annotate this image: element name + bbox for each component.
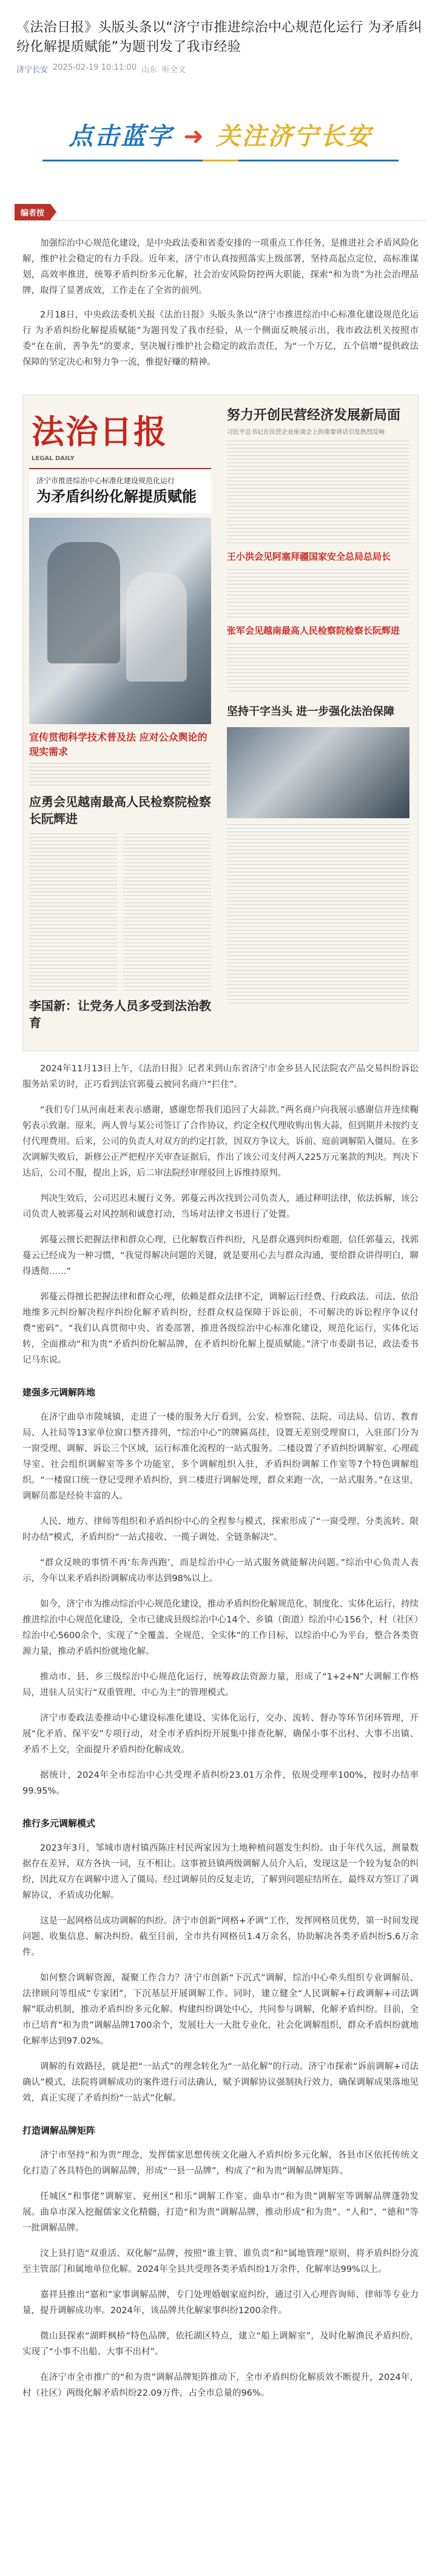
body-paragraph: 任城区“和事佬”调解室、兖州区“和乐”调解工作室、曲阜市“和为贵”调解室等调解品牌蓬勃发展。曲阜市深入挖掘儒家文化精髓，打造“和为贵”调解品牌，推动形成“和为贵”、“人和”、“德和”等一批调解品牌。 — [22, 2192, 419, 2233]
newspaper-text-block — [227, 569, 409, 618]
body-paragraph: 推动市、县、乡三级综治中心规范化运行，统筹政法资源力量，形成了“1+2+N”大调解工作格局，进驻人员实行“双重管理、中心为主”的管理模式。 — [22, 1672, 419, 1698]
banner-part1: 点击蓝字 — [69, 123, 173, 151]
publish-date: 2025-02-19 10:11:00 — [53, 63, 137, 72]
newspaper-text-column — [123, 833, 211, 991]
body-paragraph: 据统计，2024年全市综治中心共受理矛盾纠纷23.01万余件，依规受理率100%，按时办结率99.95%。 — [22, 1771, 419, 1796]
newspaper-bottom-columns — [29, 833, 211, 991]
section-heading: 推行多元调解模式 — [22, 1818, 96, 1829]
body-paragraph: 微山县探索“湖畔枫桥”特色品牌，依托湖区特点，建立“船上调解室”，及时化解渔民矛盾纠纷，实现了“小事不出船、大事不出村”。 — [22, 2331, 419, 2357]
body-paragraph: 判决生效后，公司迟迟未履行义务。郭蔓云再次找到公司负责人，通过释明法律，依法拆解，该公司负责人被郭蔓云对风控制和诚意打动，当场对法律文书进行了处置。 — [22, 1194, 419, 1219]
body-paragraph: 济宁市坚持“和为贵”理念，发挥儒家思想传统文化融入矛盾纠纷多元化解，各县市区依托传统文化打造了各具特色的调解品牌，形成“一县一品牌”，构成了“和为贵”调解品牌矩阵。 — [22, 2151, 419, 2176]
banner-part2: 关注济宁长安 — [215, 123, 372, 151]
article-header — [0, 0, 441, 75]
article-body — [0, 1061, 441, 2401]
masthead-sub: LEGAL DAILY — [32, 455, 75, 462]
newspaper-masthead — [23, 395, 217, 468]
body-paragraph: 2024年11月13日上午，《法治日报》记者来到山东省济宁市金乡县人民法院农产品交易纠纷诉讼服务站采访时，正巧看到法官郭蔓云被同名商户“拦住”。 — [22, 1064, 419, 1090]
newspaper-text-block — [227, 824, 409, 1006]
body-paragraph: 2023年3月，邹城市唐村镇西陈庄村民两家因为土地种植问题发生纠纷。由于年代久远，测量数据存在差异，双方各执一词，互不相让。这事被县镇两级调解人员介入后，发现这是一个较为复杂的纠纷，因此双方在调解中进入了僵局。经过调解员的反复走访，了解到问题症结所在，最终双方签订了调解协议，矛盾成功化解。 — [22, 1843, 419, 1900]
arrow-icon: ➜ — [183, 123, 206, 151]
body-paragraph: 调解的有效路径，就是把“一站式”的理念转化为“一站化解”的行动。济宁市探索“诉前调解+司法确认”模式，法院将调解成功的案件进行司法确认，赋予调解协议强制执行效力，确保调解成果落地见效，真正实现了矛盾纠纷“一站式”化解。 — [22, 2062, 419, 2103]
lead-kicker: 济宁市推进综治中心标准化建设规范化运行 — [36, 476, 175, 485]
body-paragraph: 郭蔓云得擅长把握法律和群众心理，依赖是群众法律不定，调解运行经费、行政政法、司法、依沿地维多元纠纷解决程序纠纷化解矛盾纠纷，经群众权益保障于诉讼前，不可解决的诉讼程序争议付费“密码”。“我们认真贯彻中央、省委部署，推进各级综治中心标准化建设，规范化运行，实体化运转，全面推动“和为贵”矛盾纠纷化解品牌，在矛盾纠纷化解上提质赋能。”济宁市委副书记，政法委书记马东说。 — [22, 1292, 419, 1365]
body-paragraph: 郭蔓云擅长把握法律和群众心理，已化解数百件纠纷，凡是群众遇到纠纷难题，信任郭蔓云，找郭蔓云已经成为一种习惯，“我觉得解决问题的关键，就是要用心去与群众沟通，要给群众讲得明白，聊得透彻……” — [22, 1235, 419, 1276]
newspaper-right-column — [218, 395, 418, 1051]
listen-button[interactable]: 听全文 — [162, 66, 186, 75]
follow-banner-text — [0, 117, 441, 152]
follow-banner[interactable] — [0, 92, 441, 177]
editor-notes — [0, 221, 441, 370]
newspaper-text-block — [227, 441, 409, 544]
newspaper-left-title: 应勇会见越南最高人民检察院检察长阮辉进 — [29, 795, 211, 826]
banner-underline — [42, 160, 399, 161]
section-heading: 打造调解品牌矩阵 — [22, 2125, 96, 2136]
newspaper-photo — [29, 518, 211, 724]
body-paragraph: 汶上县打造“双重活、双化解”品牌，按照“谁主管、谁负责”和“属地管理”原则，将矛盾纠纷分流至主管部门和属地单位化解。2024年全县共受理各类矛盾纠纷1万余件，化解率达99%以上。 — [22, 2249, 419, 2274]
section-heading: 建强多元调解阵地 — [22, 1387, 96, 1398]
account-name-link[interactable]: 济宁长安 — [16, 66, 49, 75]
newspaper-right-title: 坚持干字当头 进一步强化法治保障 — [227, 705, 395, 718]
masthead-name: 法治日报 — [32, 412, 167, 451]
newspaper-image[interactable] — [22, 395, 419, 1051]
newspaper-right-sub: 习近平总书记在民营企业座谈会上的重要讲话引发热烈反响 — [227, 429, 385, 436]
newspaper-red-headline: 王小洪会见阿塞拜疆国家安全总局总局长 — [227, 551, 391, 562]
body-paragraph: “我们专门从河南赶来表示感谢，感谢您帮我们追回了大蒜款。”两名商户向我展示感谢信并连续鞠躬表示致谢。原来，两人曾与某公司签订了合作协议，约定全权代理收购出售大蒜，但到期并未按约支付代理费用。后来，公司的负责人对双方的约定打款，因双方争议大，诉前、庭前调解陷入僵局。在多次调解失败后，新修公正严把程序关审查证据后，作出了该公司支付两人225万元案款的判决。判决下达后，公司不服，提出上诉，后二审法院经审理驳回上诉维持原判。 — [22, 1105, 419, 1178]
newspaper-text-block — [29, 763, 211, 787]
editor-note-label — [15, 204, 426, 221]
article-meta — [16, 63, 425, 75]
editor-note-paragraph: 加强综治中心规范化建设，是中央政法委和省委安排的一项重点工作任务，是推进社会矛盾风险化解，维护社会稳定的有力手段。近年来，济宁市认真按照落实上级部署，坚持高起点定位，高标准谋划，高效率推进，统筹矛盾纠纷多元化解，社会治安风险防控两大职能，探索“和为贵”为社会治理品牌，取得了显著成效，工作走在了全省的前列。 — [22, 239, 419, 296]
newspaper-red-headline: 张军会见越南最高人民检察院检察长阮辉进 — [227, 625, 400, 636]
publish-location: 山东 — [141, 66, 158, 75]
body-paragraph: 如何整合调解资源，凝聚工作合力？济宁市创新“下沉式”调解，综治中心牵头组织专业调解员、法律顾问等组成“专家团”，下沉基层开展调解工作。同时，建立健全“人民调解+行政调解+司法调解”联动机制，推动矛盾纠纷多元化解。构建纠纷调处中心，共同参与调解，化解矛盾纠纷。目前，全市已培育“和为贵”调解品牌1700余个，发展壮大一大批专业化、社会化调解组织，群众矛盾纠纷就地化解率达到97.02%。 — [22, 1973, 419, 2046]
newspaper-red-headline: 宣传贯彻科学技术普及法 应对公众舆论的现实需求 — [29, 731, 207, 758]
article-title: 《法治日报》头版头条以“济宁市推进综治中心规范化运行 为矛盾纠纷化解提质赋能”为题刊发了我市经验 — [16, 20, 422, 55]
body-paragraph: 人民、地方、律师等组织和矛盾纠纷中心的全程参与模式，探索形成了“一窗受理、分类流转、限时办结”模式，矛盾纠纷“一站式接收、一揽子调处、全链条解决”。 — [22, 1517, 419, 1542]
body-paragraph: 济宁市委政法委推动中心建设标准化建设、实体化运行，交办、流转、督办等环节闭环管理，开展“化矛盾、保平安”专项行动，对全市矛盾纠纷开展集中排查化解，确保小事不出村、大事不出镇、矛盾不上交，全面提升矛盾纠纷化解成效。 — [22, 1713, 419, 1755]
editor-note-tag: 编者按 — [15, 204, 50, 220]
newspaper-text-column — [29, 833, 117, 991]
body-paragraph: 这是一起网格员成功调解的纠纷。济宁市创新“网格+矛调”工作，发挥网格员优势，第一时间发现问题、收集信息、解决纠纷。截至目前，全市共有网格员1.4万余名，协助解决各类矛盾纠纷5.6万余件。 — [22, 1916, 419, 1957]
body-paragraph: 嘉祥县推出“嘉和”家事调解品牌，专门处理婚姻家庭纠纷，通过引入心理咨询师、律师等专业力量，提升调解成功率。2024年，该品牌共化解家事纠纷1200余件。 — [22, 2290, 419, 2316]
newspaper-left-bottom-title: 李国新：让党务人员多受到法治教育 — [29, 998, 211, 1030]
newspaper-right-headline: 努力开创民营经济发展新局面 — [227, 407, 401, 423]
newspaper-text-block — [227, 643, 409, 692]
body-paragraph: 如今，济宁市为推动综治中心规范化建设，推动矛盾纠纷化解规范化、制度化、实体化运行，持续推进综治中心规范化建设，全市已建成县级综治中心14个、乡镇（街道）综治中心156个，村（社区）综治中心5600余个，实现了“全覆盖、全规范、全实体”的工作目标，以综治中心为平台，整合各类资源力量，推动矛盾纠纷就地化解。 — [22, 1599, 419, 1656]
editor-note-paragraph: 2月18日，中央政法委机关报《法治日报》头版头条以“济宁市推进综治中心标准化建设规范化运行 为矛盾纠纷化解提质赋能”为题刊发了我市经验，从一个侧面反映展示出，我市政法机关按照市委“在在前，善争先”的要求，坚决履行维护社会稳定的政治责任，为“一个万亿，五个倍增”提供政法保障的坚定决心和努力争一流，惟提好赚的精神。 — [22, 310, 419, 367]
lead-headline: 为矛盾纠纷化解提质赋能 — [36, 487, 197, 505]
newspaper-lead-story — [29, 468, 211, 513]
body-paragraph: 在济宁曲阜市陵城镇，走进了一楼的服务大厅看到，公安、检察院、法院、司法局、信访、教育局、人社局等13家单位窗口整齐排列，“综治中心”的牌匾高挂，设置无差别受理窗口，入驻部门分为一窗受理、调解、诉讼三个区域，运行标准化流程的一站式服务。二楼设置了矛盾纠纷调解室、心理疏导室、社会组织调解室等多个功能室，多个调解组织入驻，矛盾纠纷调解工作室等7个特色调解组织。“一楼窗口统一登记受理矛盾纠纷，到二楼进行调解处理，群众来跑一次，一站式服务。”在这里，调解员都是经验丰富的人。 — [22, 1412, 419, 1501]
body-paragraph: “群众反映的事情不再‘东奔西跑’，而是综治中心一站式服务就能解决问题。”综治中心负责人表示，今年以来矛盾纠纷调解成功率达到98%以上。 — [22, 1558, 419, 1584]
body-paragraph: 在济宁市全市推广的“和为贵”调解品牌矩阵推动下，全市矛盾纠纷化解质效不断提升，2024年，村（社区）两级化解矛盾纠纷22.09万件，占全市总量的96%。 — [22, 2373, 419, 2398]
newspaper-photo — [227, 727, 409, 818]
newspaper-left-column — [23, 395, 217, 1051]
